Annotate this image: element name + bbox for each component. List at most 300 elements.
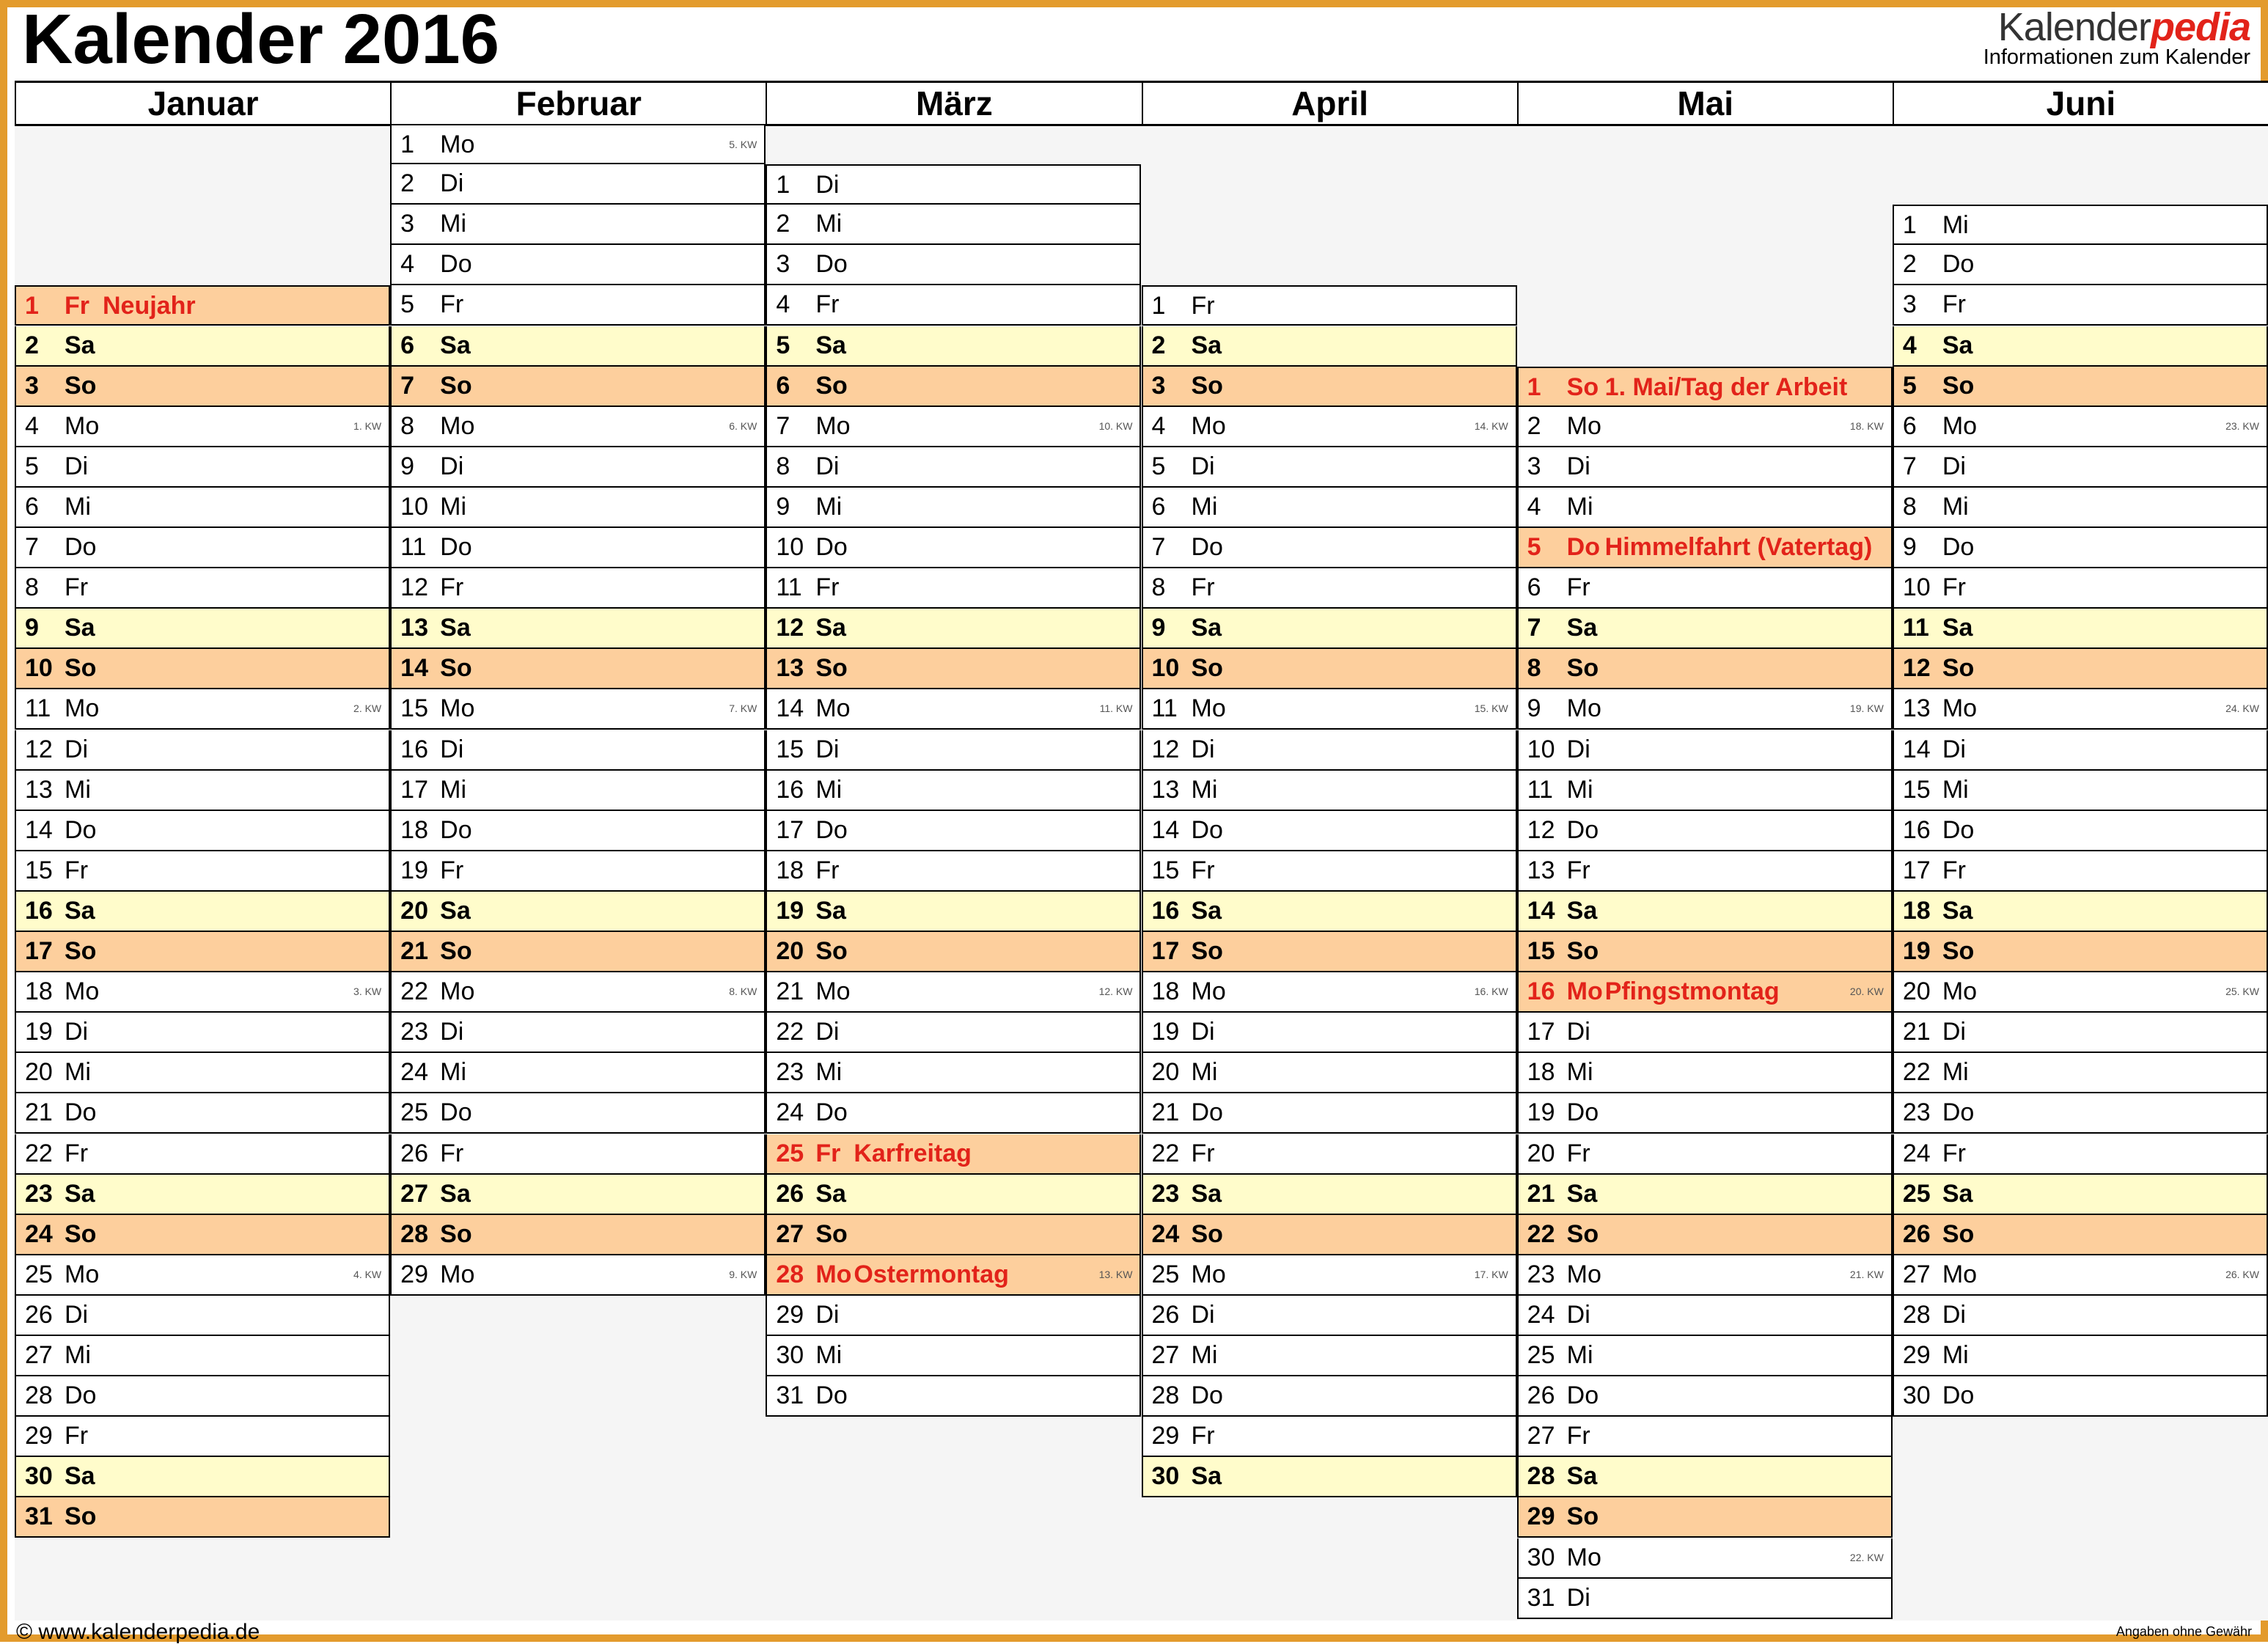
day-row[interactable] — [1142, 367, 1517, 407]
day-number: 2 — [1902, 250, 1917, 279]
day-row[interactable] — [390, 771, 766, 811]
day-row[interactable] — [390, 407, 766, 447]
day-row[interactable] — [1142, 730, 1517, 771]
day-row[interactable] — [766, 1296, 1141, 1336]
day-row[interactable] — [1517, 1457, 1893, 1497]
day-number: 24 — [25, 1219, 53, 1248]
day-number: 16 — [1527, 977, 1555, 1006]
day-row[interactable] — [1517, 1497, 1893, 1538]
weekday-label: Sa — [1566, 1462, 1598, 1491]
day-row[interactable] — [766, 1215, 1141, 1255]
day-row[interactable] — [1142, 771, 1517, 811]
day-number: 6 — [1151, 492, 1166, 521]
day-row[interactable] — [15, 1175, 390, 1215]
day-row[interactable] — [766, 528, 1141, 568]
day-row[interactable] — [390, 1134, 766, 1175]
day-row[interactable] — [1517, 447, 1893, 488]
day-row[interactable] — [1142, 1093, 1517, 1134]
day-row[interactable] — [15, 851, 390, 892]
weekday-label: Mo — [440, 977, 475, 1006]
day-number: 29 — [1902, 1341, 1931, 1369]
weekday-label: So — [1566, 1219, 1599, 1248]
weekday-label: Mi — [1942, 775, 1969, 804]
day-number: 6 — [25, 492, 39, 521]
day-row[interactable] — [1893, 326, 2268, 367]
day-number: 6 — [776, 371, 790, 400]
week-number: 20. KW — [1849, 986, 1884, 998]
day-row[interactable] — [1142, 1296, 1517, 1336]
day-row[interactable] — [1142, 447, 1517, 488]
month-header: Januar — [15, 83, 390, 124]
day-row[interactable] — [766, 1336, 1141, 1376]
day-row[interactable] — [1893, 609, 2268, 649]
weekday-label: Di — [1191, 1018, 1215, 1046]
day-number: 14 — [1151, 815, 1180, 844]
weekday-label: Mo — [65, 411, 100, 440]
weekday-label: Do — [815, 250, 848, 279]
day-row[interactable] — [1517, 1376, 1893, 1417]
day-row[interactable] — [1142, 488, 1517, 528]
day-row[interactable] — [1142, 649, 1517, 689]
day-number: 25 — [400, 1098, 428, 1127]
day-row[interactable] — [15, 1417, 390, 1457]
day-number: 30 — [1527, 1543, 1555, 1571]
day-row[interactable] — [1893, 972, 2268, 1013]
day-row[interactable] — [766, 851, 1141, 892]
day-row[interactable] — [1142, 1336, 1517, 1376]
day-row[interactable] — [1517, 367, 1893, 407]
day-row[interactable] — [390, 1175, 766, 1215]
day-row[interactable] — [1517, 932, 1893, 972]
day-row[interactable] — [1517, 528, 1893, 568]
day-row[interactable] — [766, 649, 1141, 689]
day-row[interactable] — [1893, 1215, 2268, 1255]
day-number: 4 — [776, 290, 790, 319]
day-number: 21 — [25, 1098, 53, 1127]
day-row[interactable] — [390, 972, 766, 1013]
day-number: 19 — [776, 896, 804, 925]
day-row[interactable] — [1142, 285, 1517, 326]
weekday-label: Fr — [1566, 856, 1590, 884]
day-number: 21 — [1151, 1098, 1180, 1127]
day-row[interactable] — [1517, 1255, 1893, 1296]
day-row[interactable] — [1517, 568, 1893, 609]
weekday-label: Di — [815, 452, 840, 480]
day-row[interactable] — [1142, 811, 1517, 851]
weekday-label: So — [1566, 654, 1599, 683]
day-row[interactable] — [766, 1134, 1141, 1175]
day-row[interactable] — [15, 609, 390, 649]
day-row[interactable] — [1893, 488, 2268, 528]
day-row[interactable] — [1142, 1255, 1517, 1296]
weekday-label: Mi — [1191, 1341, 1218, 1369]
weekday-label: Mi — [440, 775, 467, 804]
day-row[interactable] — [1142, 609, 1517, 649]
weekday-label: So — [440, 371, 472, 400]
day-number: 11 — [25, 694, 51, 723]
day-row[interactable] — [1517, 407, 1893, 447]
day-row[interactable] — [390, 205, 766, 245]
day-row[interactable] — [15, 1215, 390, 1255]
day-number: 31 — [776, 1381, 804, 1410]
weekday-label: Mo — [815, 411, 851, 440]
day-row[interactable] — [1517, 1053, 1893, 1093]
week-number: 25. KW — [2225, 986, 2259, 998]
day-row[interactable] — [1142, 1013, 1517, 1053]
weekday-label: Fr — [815, 573, 840, 602]
weekday-label: Fr — [815, 290, 840, 319]
day-row[interactable] — [766, 1255, 1141, 1296]
day-number: 10 — [1902, 573, 1931, 602]
day-row[interactable] — [390, 932, 766, 972]
day-row[interactable] — [1893, 771, 2268, 811]
week-number: 13. KW — [1098, 1268, 1133, 1280]
day-row[interactable] — [766, 1093, 1141, 1134]
day-number: 7 — [1527, 614, 1541, 642]
day-row[interactable] — [1142, 972, 1517, 1013]
day-number: 30 — [25, 1462, 53, 1491]
day-row[interactable] — [766, 972, 1141, 1013]
day-number: 31 — [25, 1502, 53, 1531]
day-number: 12 — [400, 573, 428, 602]
day-number: 31 — [1527, 1583, 1555, 1612]
day-row[interactable] — [15, 1255, 390, 1296]
day-number: 13 — [400, 614, 428, 642]
day-row[interactable] — [1893, 851, 2268, 892]
day-row[interactable] — [390, 1013, 766, 1053]
day-row[interactable] — [15, 1497, 390, 1538]
day-number: 27 — [400, 1179, 428, 1208]
day-row[interactable] — [15, 1013, 390, 1053]
weekday-label: Fr — [815, 856, 840, 884]
day-row[interactable] — [1142, 326, 1517, 367]
day-row[interactable] — [1517, 730, 1893, 771]
day-row[interactable] — [15, 488, 390, 528]
day-row[interactable] — [1893, 811, 2268, 851]
day-row[interactable] — [15, 528, 390, 568]
weekday-label: Sa — [440, 614, 471, 642]
weekday-label: So — [65, 371, 97, 400]
week-number: 17. KW — [1474, 1268, 1508, 1280]
day-number: 9 — [400, 452, 415, 480]
weekday-label: Sa — [815, 896, 846, 925]
day-number: 28 — [400, 1219, 428, 1248]
day-number: 23 — [25, 1179, 53, 1208]
day-row[interactable] — [390, 811, 766, 851]
day-row[interactable] — [1142, 932, 1517, 972]
day-row[interactable] — [15, 1134, 390, 1175]
weekday-label: Fr — [1566, 1139, 1590, 1167]
day-row[interactable] — [1893, 245, 2268, 285]
day-row[interactable] — [1517, 609, 1893, 649]
day-row[interactable] — [390, 326, 766, 367]
weekday-label: Mo — [1566, 1543, 1601, 1571]
day-number: 4 — [1902, 331, 1917, 359]
day-row[interactable] — [390, 568, 766, 609]
day-row[interactable] — [766, 1376, 1141, 1417]
day-row[interactable] — [766, 488, 1141, 528]
day-row[interactable] — [1517, 1093, 1893, 1134]
weekday-label: Mo — [440, 1260, 475, 1288]
day-number: 22 — [400, 977, 428, 1006]
day-row[interactable] — [1142, 528, 1517, 568]
day-row[interactable] — [15, 326, 390, 367]
day-row[interactable] — [766, 245, 1141, 285]
day-row[interactable] — [766, 1175, 1141, 1215]
weekday-label: Fr — [65, 1422, 89, 1450]
day-row[interactable] — [15, 649, 390, 689]
day-number: 22 — [1902, 1058, 1931, 1087]
day-row[interactable] — [1517, 1417, 1893, 1457]
day-row[interactable] — [1517, 811, 1893, 851]
day-row[interactable] — [1517, 1579, 1893, 1619]
day-row[interactable] — [1517, 1336, 1893, 1376]
day-row[interactable] — [1142, 689, 1517, 730]
day-number: 27 — [1527, 1422, 1555, 1450]
day-row[interactable] — [1893, 1376, 2268, 1417]
day-row[interactable] — [1893, 447, 2268, 488]
day-row[interactable] — [1893, 689, 2268, 730]
day-row[interactable] — [390, 285, 766, 326]
day-row[interactable] — [1517, 1013, 1893, 1053]
day-row[interactable] — [1517, 1296, 1893, 1336]
day-row[interactable] — [766, 1013, 1141, 1053]
day-row[interactable] — [1893, 1053, 2268, 1093]
day-row[interactable] — [766, 609, 1141, 649]
day-row[interactable] — [1517, 851, 1893, 892]
day-number: 26 — [1902, 1219, 1931, 1248]
weekday-label: Mi — [1191, 492, 1218, 521]
footer-copyright: © www.kalenderpedia.de — [16, 1620, 260, 1644]
day-number: 4 — [1527, 492, 1541, 521]
day-number: 21 — [400, 937, 428, 965]
day-row[interactable] — [1142, 568, 1517, 609]
day-row[interactable] — [1517, 689, 1893, 730]
day-row[interactable] — [1893, 730, 2268, 771]
day-row[interactable] — [15, 811, 390, 851]
day-row[interactable] — [15, 1336, 390, 1376]
day-row[interactable] — [766, 447, 1141, 488]
day-number: 10 — [776, 533, 804, 561]
day-row[interactable] — [390, 649, 766, 689]
day-row[interactable] — [766, 771, 1141, 811]
day-row[interactable] — [15, 730, 390, 771]
weekday-label: Sa — [1942, 896, 1973, 925]
weekday-label: Do — [1566, 1098, 1599, 1127]
day-row[interactable] — [390, 164, 766, 205]
day-row[interactable] — [766, 1053, 1141, 1093]
day-row[interactable] — [390, 1053, 766, 1093]
day-number: 8 — [1151, 573, 1166, 602]
day-row[interactable] — [1517, 488, 1893, 528]
day-row[interactable] — [15, 1296, 390, 1336]
weekday-label: Di — [65, 1300, 89, 1329]
day-row[interactable] — [1142, 1134, 1517, 1175]
day-row[interactable] — [1893, 1093, 2268, 1134]
day-row[interactable] — [1517, 1215, 1893, 1255]
day-row[interactable] — [390, 609, 766, 649]
weekday-label: Do — [815, 533, 848, 561]
day-row[interactable] — [15, 1053, 390, 1093]
day-row[interactable] — [390, 528, 766, 568]
day-number: 13 — [25, 775, 53, 804]
day-row[interactable] — [766, 892, 1141, 932]
day-number: 23 — [400, 1018, 428, 1046]
day-number: 29 — [400, 1260, 428, 1288]
weekday-label: Mo — [815, 1260, 852, 1288]
day-row[interactable] — [390, 1093, 766, 1134]
day-number: 23 — [1902, 1098, 1931, 1127]
day-row[interactable] — [15, 1376, 390, 1417]
day-row[interactable] — [390, 367, 766, 407]
weekday-label: Di — [1942, 1300, 1966, 1329]
day-row[interactable] — [390, 447, 766, 488]
day-row[interactable] — [766, 326, 1141, 367]
day-row[interactable] — [1517, 1175, 1893, 1215]
weekday-label: Di — [815, 1018, 840, 1046]
weekday-label: So — [440, 654, 472, 683]
day-row[interactable] — [390, 689, 766, 730]
day-row[interactable] — [1142, 892, 1517, 932]
day-row[interactable] — [766, 568, 1141, 609]
day-row[interactable] — [1893, 892, 2268, 932]
day-row[interactable] — [390, 1215, 766, 1255]
day-row[interactable] — [15, 447, 390, 488]
day-row[interactable] — [1517, 649, 1893, 689]
day-row[interactable] — [15, 407, 390, 447]
day-row[interactable] — [1142, 1376, 1517, 1417]
day-row[interactable] — [1142, 851, 1517, 892]
day-row[interactable] — [1517, 771, 1893, 811]
month-header: März — [766, 83, 1141, 124]
day-number: 12 — [776, 614, 804, 642]
day-row[interactable] — [1142, 1215, 1517, 1255]
day-number: 5 — [1527, 533, 1541, 561]
day-number: 5 — [1902, 371, 1917, 400]
day-row[interactable] — [1517, 972, 1893, 1013]
day-number: 10 — [400, 492, 428, 521]
day-number: 23 — [1151, 1179, 1180, 1208]
weekday-label: Mo — [1191, 977, 1226, 1006]
day-row[interactable] — [15, 285, 390, 326]
day-row[interactable] — [15, 892, 390, 932]
day-row[interactable] — [1893, 285, 2268, 326]
day-number: 8 — [1902, 492, 1917, 521]
weekday-label: Di — [440, 169, 464, 198]
day-row[interactable] — [390, 1255, 766, 1296]
weekday-label: Do — [1191, 815, 1223, 844]
brand-name-main: Kalender — [1997, 5, 2151, 49]
day-row[interactable] — [1517, 892, 1893, 932]
day-row[interactable] — [766, 205, 1141, 245]
day-row[interactable] — [766, 689, 1141, 730]
day-row[interactable] — [1142, 1457, 1517, 1497]
day-row[interactable] — [15, 771, 390, 811]
day-row[interactable] — [1142, 1417, 1517, 1457]
weekday-label: Mi — [1566, 492, 1593, 521]
day-row[interactable] — [1893, 205, 2268, 245]
holiday-name: Himmelfahrt (Vatertag) — [1604, 533, 1873, 561]
day-row[interactable] — [1893, 1296, 2268, 1336]
day-row[interactable] — [390, 730, 766, 771]
day-number: 22 — [776, 1018, 804, 1046]
day-row[interactable] — [1893, 1255, 2268, 1296]
weekday-label: Do — [815, 815, 848, 844]
weekday-label: Fr — [1942, 290, 1966, 319]
weekday-label: Mi — [1942, 211, 1969, 240]
day-row[interactable] — [1893, 1336, 2268, 1376]
day-row[interactable] — [390, 245, 766, 285]
day-number: 19 — [25, 1018, 53, 1046]
day-row[interactable] — [1142, 1053, 1517, 1093]
day-row[interactable] — [1893, 528, 2268, 568]
weekday-label: Fr — [1191, 1422, 1215, 1450]
day-row[interactable] — [1893, 649, 2268, 689]
day-row[interactable] — [1893, 367, 2268, 407]
day-row[interactable] — [15, 932, 390, 972]
day-row[interactable] — [766, 932, 1141, 972]
day-row[interactable] — [1142, 407, 1517, 447]
week-number: 14. KW — [1474, 419, 1508, 432]
weekday-label: Di — [1191, 452, 1215, 480]
day-number: 9 — [1527, 694, 1541, 723]
brand-name — [1983, 5, 2250, 49]
day-number: 14 — [776, 694, 804, 723]
day-number: 28 — [1902, 1300, 1931, 1329]
day-row[interactable] — [15, 1093, 390, 1134]
day-row[interactable] — [15, 972, 390, 1013]
day-row[interactable] — [15, 568, 390, 609]
day-row[interactable] — [1893, 932, 2268, 972]
weekday-label: Do — [1566, 815, 1599, 844]
day-number: 15 — [1151, 856, 1180, 884]
day-number: 28 — [1527, 1462, 1555, 1491]
day-row[interactable] — [1893, 1013, 2268, 1053]
day-number: 4 — [25, 411, 39, 440]
day-row[interactable] — [1142, 1175, 1517, 1215]
day-number: 9 — [25, 614, 39, 642]
day-row[interactable] — [15, 367, 390, 407]
day-row[interactable] — [766, 285, 1141, 326]
day-row[interactable] — [1893, 568, 2268, 609]
day-number: 13 — [1527, 856, 1555, 884]
day-row[interactable] — [766, 811, 1141, 851]
day-row[interactable] — [766, 730, 1141, 771]
day-row[interactable] — [15, 689, 390, 730]
day-row[interactable] — [1517, 1134, 1893, 1175]
day-number: 6 — [1527, 573, 1541, 602]
day-row[interactable] — [766, 407, 1141, 447]
day-row[interactable] — [1893, 407, 2268, 447]
day-row[interactable] — [766, 367, 1141, 407]
day-number: 9 — [776, 492, 790, 521]
day-number: 16 — [400, 735, 428, 763]
day-row[interactable] — [1893, 1134, 2268, 1175]
day-row[interactable] — [766, 164, 1141, 205]
day-row[interactable] — [390, 892, 766, 932]
day-number: 19 — [1902, 937, 1931, 965]
day-number: 14 — [400, 654, 428, 683]
day-row[interactable] — [390, 851, 766, 892]
day-row[interactable] — [390, 488, 766, 528]
weekday-label: Sa — [440, 896, 471, 925]
day-number: 6 — [400, 331, 415, 359]
day-row[interactable] — [1517, 1538, 1893, 1579]
day-row[interactable] — [1893, 1175, 2268, 1215]
day-row[interactable] — [390, 124, 766, 164]
day-row[interactable] — [15, 1457, 390, 1497]
weekday-label: Sa — [440, 331, 471, 359]
